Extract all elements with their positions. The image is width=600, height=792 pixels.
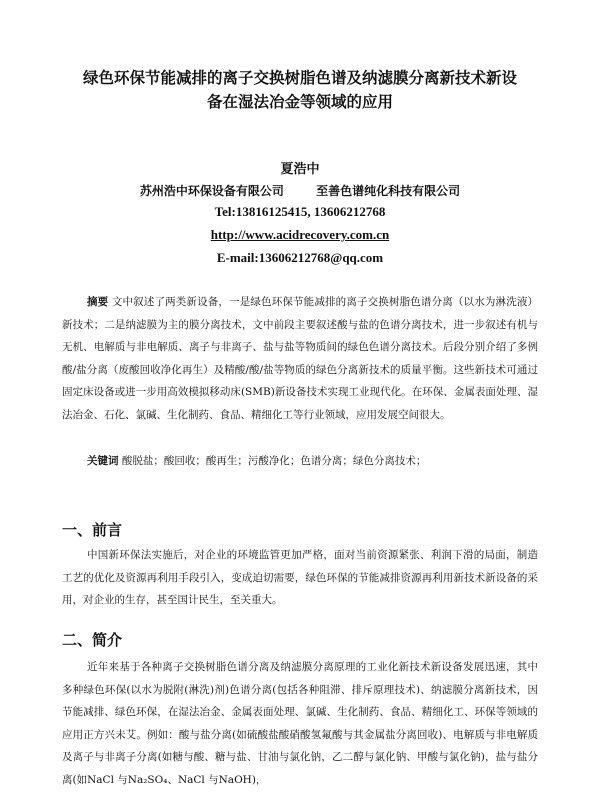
title-line-2: 备在湿法冶金等领域的应用 — [206, 93, 393, 111]
keywords-text: 酸脱盐；酸回收；酸再生；污酸净化；色谱分离；绿色分离技术； — [121, 455, 427, 467]
affiliation-2: 至善色谱纯化科技有限公司 — [316, 184, 461, 198]
title-line-1: 绿色环保节能减排的离子交换树脂色谱及纳滤膜分离新技术新设 — [82, 69, 517, 87]
abstract-label: 摘要 — [87, 296, 109, 308]
author-name: 夏浩中 — [280, 162, 320, 177]
section-heading-brief: 二、简介 — [62, 631, 123, 649]
keywords-label: 关键词 — [87, 455, 119, 467]
affiliations — [0, 182, 600, 199]
abstract — [62, 291, 538, 427]
email-address: E-mail:13606212768@qq.com — [216, 250, 384, 265]
keywords — [87, 453, 426, 468]
section-brief-text: 近年来基于各种离子交换树脂色谱分离及纳滤膜分离原理的工业化新技术新设备发展迅速，其中多种绿色环保(以水为脱附(淋洗)剂)色谱分离(包括各种阻滞、排斥原理技术)、纳滤膜分离新技术，因节能减排、绿色环保，在湿法冶金、金属表面处理、氯碱、生化制药、食品、精细化工、环保等领域的应用正方兴未艾。例如：酸与盐分离(如硫酸盐酸硝酸氢氟酸与其金属盐分离回收)、电解质与非电解质及离子与非离子分离(如糖与酸、糖与盐、甘油与氯化钠，乙二醇与氯化钠、甲酸与氯化钠)，盐与盐分离(如NaCl 与Na₂SO₄、NaCl 与NaOH)， — [62, 661, 538, 786]
paper-title — [40, 66, 560, 114]
section-heading-intro: 一、前言 — [62, 521, 123, 539]
affiliation-1: 苏州浩中环保设备有限公司 — [139, 184, 284, 198]
website-link[interactable]: http://www.acidrecovery.com.cn — [210, 227, 390, 242]
telephone: Tel:13816125415, 13606212768 — [214, 204, 386, 219]
section-intro-text: 中国新环保法实施后，对企业的环境监管更加严格，面对当前资源紧张、利润下滑的局面，制造工艺的优化及资源再利用手段引入，变成迫切需要，绿色环保的节能减排资源再利用新技术新设备的采用，对企业的生存，甚至国计民生，至关重大。 — [62, 549, 538, 607]
abstract-text: 文中叙述了两类新设备，一是绿色环保节能减排的离子交换树脂色谱分离（以水为淋洗液）新技术；二是纳滤膜为主的膜分离技术，文中前段主要叙述酸与盐的色谱分离技术，进一步叙述有机与无机、电解质与非电解质、离子与非离子、盐与盐等物质间的绿色色谱分离技术。后段分别介绍了多例酸/盐分离（废酸回收净化再生）及精酸/酸/盐等物质的绿色分离新技术的质量平衡。这些新技术可通过固定床设备或进一步用高效模拟移动床(SMB)新设备技术实现工业现代化。在环保、金属表面处理、湿法冶金、石化、氯碱、生化制药、食品、精细化工等行业领域，应用发展空间很大。 — [62, 296, 539, 421]
